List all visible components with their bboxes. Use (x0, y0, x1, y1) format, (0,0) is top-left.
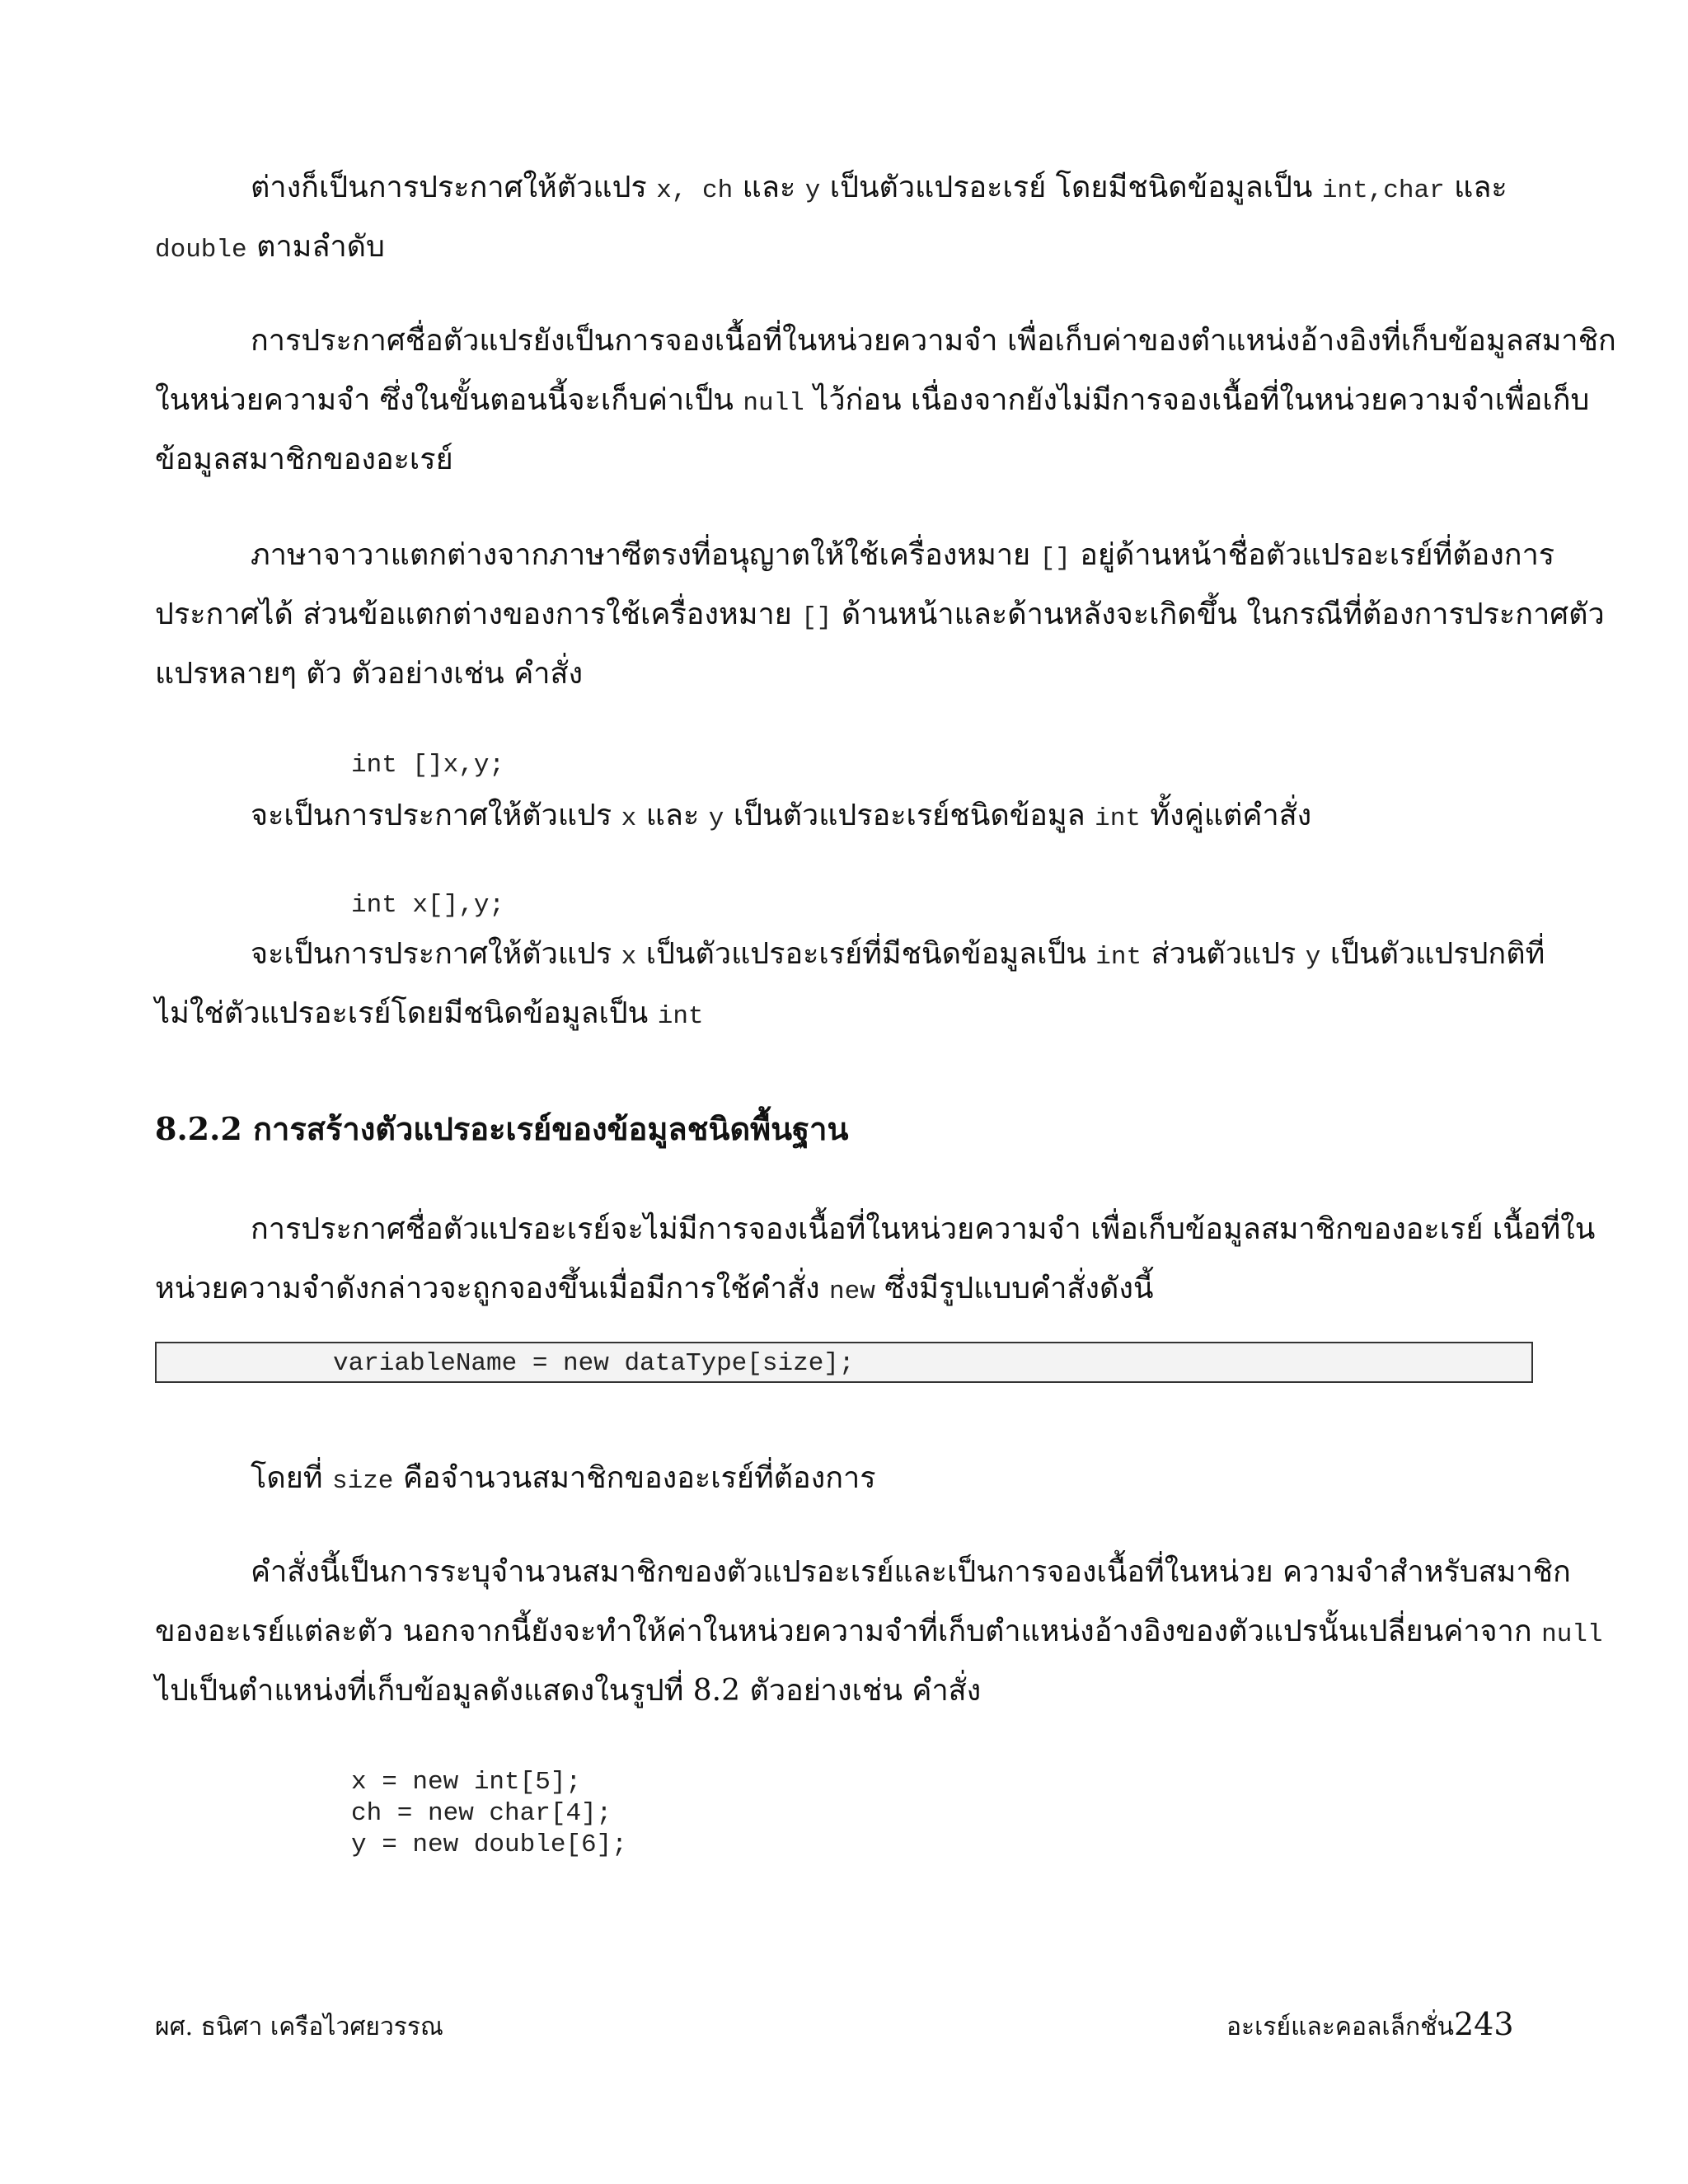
p7-line-1: โดยที่ size คือจำนวนสมาชิกของอะเรย์ที่ต้องการ (251, 1461, 876, 1496)
p8-line-3: ไปเป็นตำแหน่งที่เก็บข้อมูลดังแสดงในรูปที่ 8.2 ตัวอย่างเช่น คำสั่ง (155, 1674, 982, 1708)
code-example-1: int []x,y; (351, 751, 505, 780)
p2-line-1: การประกาศชื่อตัวแปรยังเป็นการจองเนื้อที่ในหน่วยความจำ เพื่อเก็บค่าของตำแหน่งอ้างอิงที่เก็บข้อมูลสมาชิก (251, 324, 1616, 358)
p2-line-2: ในหน่วยความจำ ซึ่งในขั้นตอนนี้จะเก็บค่าเป็น null ไว้ก่อน เนื่องจากยังไม่มีการจองเนื้อที่ในหน่วยความจำเพื่อเก็บ (155, 383, 1590, 418)
code-example-3-line-1: x = new int[5]; (351, 1768, 582, 1797)
p6-line-2: หน่วยความจำดังกล่าวจะถูกจองขึ้นเมื่อมีการใช้คำสั่ง new ซึ่งมีรูปแบบคำสั่งดังนี้ (155, 1272, 1154, 1306)
code-example-3-line-3: y = new double[6]; (351, 1830, 627, 1859)
footer-chapter: อะเรย์และคอลเล็กชั่น (1226, 2013, 1455, 2041)
p5-line-2: ไม่ใช่ตัวแปรอะเรย์โดยมีชนิดข้อมูลเป็น int (155, 996, 704, 1031)
code-example-3-line-2: ch = new char[4]; (351, 1799, 612, 1828)
code-example-2: int x[],y; (351, 891, 505, 920)
p1-line-1: ต่างก็เป็นการประกาศให้ตัวแปร x, ch และ y เป็นตัวแปรอะเรย์ โดยมีชนิดข้อมูลเป็น int,char และ (251, 171, 1507, 205)
syntax-code: variableName = new dataType[size]; (333, 1349, 855, 1378)
p3-line-3: แปรหลายๆ ตัว ตัวอย่างเช่น คำสั่ง (155, 657, 584, 691)
p6-line-1: การประกาศชื่อตัวแปรอะเรย์จะไม่มีการจองเนื้อที่ในหน่วยความจำ เพื่อเก็บข้อมูลสมาชิกของอะเรย์ เนื้อที่ใน (251, 1212, 1596, 1246)
p8-line-2: ของอะเรย์แต่ละตัว นอกจากนี้ยังจะทำให้ค่าในหน่วยความจำที่เก็บตำแหน่งอ้างอิงของตัวแปรนั้นเปลี่ยนค่าจาก null (155, 1615, 1603, 1649)
p2-line-3: ข้อมูลสมาชิกของอะเรย์ (155, 443, 453, 476)
p3-line-1: ภาษาจาวาแตกต่างจากภาษาซีตรงที่อนุญาตให้ใช้เครื่องหมาย [] อยู่ด้านหน้าชื่อตัวแปรอะเรย์ที่ต้องการ (251, 538, 1555, 573)
section-heading: 8.2.2 การสร้างตัวแปรอะเรย์ของข้อมูลชนิดพื้นฐาน (155, 1110, 849, 1147)
p8-line-1: คำสั่งนี้เป็นการระบุจำนวนสมาชิกของตัวแปรอะเรย์และเป็นการจองเนื้อที่ในหน่วย ความจำสำหรับสมาชิก (251, 1555, 1571, 1589)
syntax-box (155, 1342, 1533, 1383)
footer-author: ผศ. ธนิศา เครือไวศยวรรณ (155, 2013, 443, 2041)
p4-line-1: จะเป็นการประกาศให้ตัวแปร x และ y เป็นตัวแปรอะเรย์ชนิดข้อมูล int ทั้งคู่แต่คำสั่ง (251, 799, 1312, 833)
page-number: 243 (1454, 2006, 1514, 2042)
p5-line-1: จะเป็นการประกาศให้ตัวแปร x เป็นตัวแปรอะเรย์ที่มีชนิดข้อมูลเป็น int ส่วนตัวแปร y เป็นตัวแปรปกติที่ (251, 937, 1545, 972)
p3-line-2: ประกาศได้ ส่วนข้อแตกต่างของการใช้เครื่องหมาย [] ด้านหน้าและด้านหลังจะเกิดขึ้น ในกรณีที่ต้องการประกาศตัว (155, 598, 1605, 632)
p1-line-2: double ตามลำดับ (155, 230, 385, 265)
